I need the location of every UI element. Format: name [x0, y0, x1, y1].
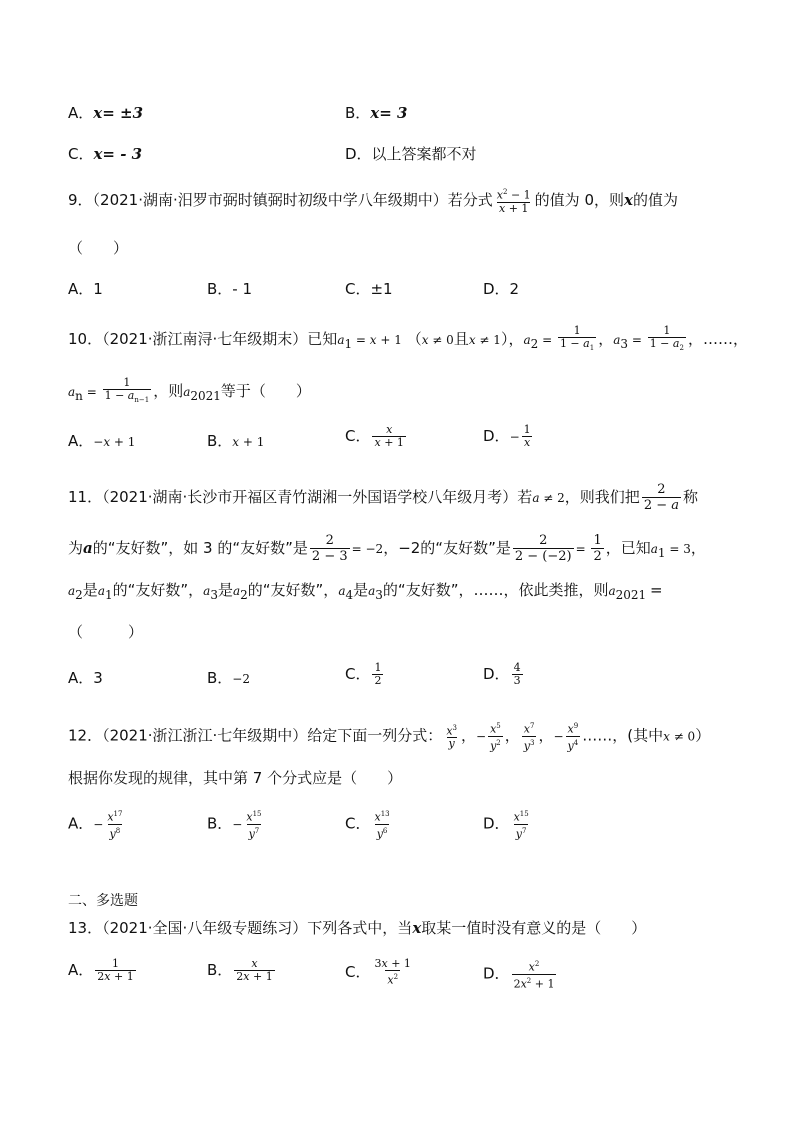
q9-answer-paren: （ ）: [68, 239, 129, 257]
q8-option-c-value: x= - 3: [93, 145, 143, 163]
q10-question-line2: $a_n$ = $\frac{1}{1 - a_{n-1}}$ ，则$a_{2021}$等于（ ）: [68, 376, 311, 405]
section-title-multiple-choice: 二、多选题: [68, 893, 138, 909]
q10-option-d: D．− $\frac{1}{x}$: [483, 423, 531, 449]
q12-option-b: B．− $\frac{x^{15}}{y^7}$: [207, 810, 262, 841]
q10-option-a: A．−x + 1: [68, 432, 136, 450]
q13-option-d: D． $\frac{x^2}{2x^2 + 1}$: [483, 960, 555, 991]
q10-an-fraction: $\frac{1}{1 - a_{n-1}}$: [104, 376, 150, 405]
q8-option-c: C．x= - 3: [68, 145, 143, 163]
q9-option-d: D．2: [483, 280, 520, 298]
q9-option-b: B．- 1: [207, 280, 253, 298]
q13-question: 13．（2021·全国·八年级专题练习）下列各式中，当x取某一值时没有意义的是（ ）: [68, 919, 647, 937]
q11-answer-paren: （ ）: [68, 623, 144, 641]
q11-friendly-fraction: $\frac{2}{2 - a}$: [643, 482, 680, 513]
q8-option-a-value: x= ±3: [93, 104, 144, 122]
q9-option-c: C．±1: [345, 280, 393, 298]
q13-option-b: B． $\frac{x}{2x + 1}$: [207, 957, 273, 983]
q9-question: 9．（2021·湖南·汨罗市弼时镇弼时初级中学八年级期中）若分式 $\frac{x^2 - 1}{x + 1}$ 的值为 0，则x的值为: [68, 188, 678, 215]
q8-option-b: B．x= 3: [345, 104, 408, 122]
q11-option-d: D． $\frac{4}{3}$: [483, 661, 521, 687]
q12-question-line2: 根据你发现的规律，其中第 7 个分式应是（ ）: [68, 769, 403, 787]
q11-question-line3: $a_2$是$a_1$的“友好数”，$a_3$是$a_2$的“友好数”，$a_4$是$a_3$的“友好数”，……，依此类推，则$a_{2021}$ =: [68, 581, 663, 602]
q11-option-a: A．3: [68, 669, 103, 687]
q11-option-b: B．−2: [207, 669, 250, 687]
q11-question-line2: 为a的“友好数”，如 3 的“友好数”是 $\frac{2}{2 - 3}$ = −2，−2的“友好数”是 $\frac{2}{2 - (-2)}$ = $\frac{1}{2}$ ，已知$a_1 = 3$，: [68, 533, 706, 564]
q12-option-c: C． $\frac{x^{13}}{y^6}$: [345, 810, 390, 841]
q10-option-c: C． $\frac{x}{x + 1}$: [345, 423, 404, 449]
q11-question: 11．（2021·湖南·长沙市开福区青竹湖湘一外国语学校八年级月考）若a ≠ 2，则我们把 $\frac{2}{2 - a}$ 称: [68, 482, 699, 513]
q8-option-b-value: x= 3: [370, 104, 408, 122]
q10-question: 10．（2021·浙江南浔·七年级期末）已知$a_1 = x + 1$ （x ≠ 0且x ≠ 1），$a_2$ = $\frac{1}{1 - a_1}$ ，$a_3$ = $\frac{1}{1 - a_2}$ ，……，: [68, 324, 748, 353]
q9-fraction: $\frac{x^2 - 1}{x + 1}$: [496, 188, 531, 215]
q9-option-a: A．1: [68, 280, 103, 298]
q13-option-a: A． $\frac{1}{2x + 1}$: [68, 957, 134, 983]
q10-option-b: B．x + 1: [207, 432, 265, 450]
q11-option-c: C． $\frac{1}{2}$: [345, 661, 382, 687]
q8-option-a: A．x= ±3: [68, 104, 144, 122]
q12-question: 12．（2021·浙江浙江·七年级期中）给定下面一列分式： $\frac{x^3}{y}$ ，− $\frac{x^5}{y^2}$ ， $\frac{x^7}{y^3}$ ，− $\frac{x^9}{y^4}$ ……，(其中x ≠ 0）: [68, 722, 711, 753]
q10-a2-fraction: $\frac{1}{1 - a_1}$: [559, 324, 595, 353]
q8-option-d: D．以上答案都不对: [345, 145, 477, 163]
q12-option-a: A．− $\frac{x^{17}}{y^8}$: [68, 810, 123, 841]
q12-option-d: D． $\frac{x^{15}}{y^7}$: [483, 810, 529, 841]
q13-option-c: C． $\frac{3x + 1}{x^2}$: [345, 957, 411, 987]
q10-a3-fraction: $\frac{1}{1 - a_2}$: [649, 324, 684, 353]
